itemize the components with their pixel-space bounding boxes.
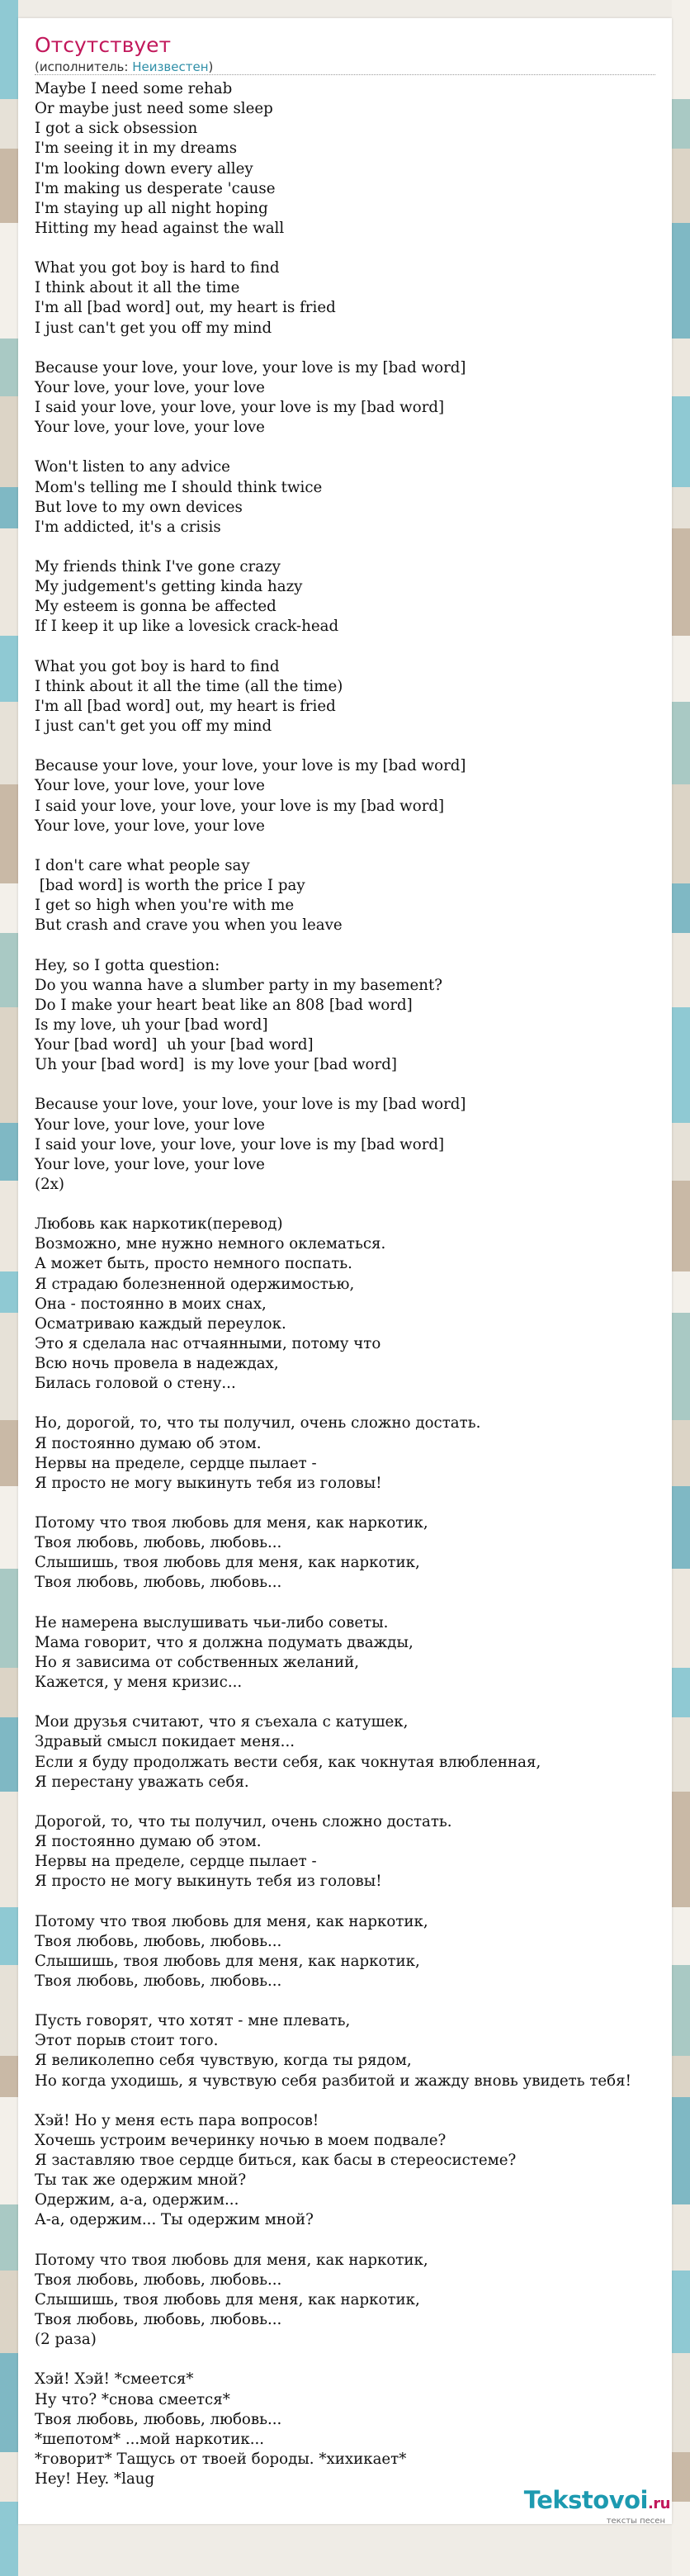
background-stripe <box>0 1569 18 1668</box>
background-stripe <box>0 636 18 702</box>
background-stripe <box>0 883 18 933</box>
background-stripe <box>0 1717 18 1792</box>
artist-prefix: (исполнитель: <box>35 59 133 74</box>
background-stripe <box>0 1486 18 1569</box>
title-divider <box>35 74 655 75</box>
background-stripe <box>672 339 690 396</box>
background-stripe <box>672 1965 690 2056</box>
background-stripe <box>0 1420 18 1486</box>
logo-name: Tekstovoi <box>523 2486 648 2514</box>
background-stripe <box>0 2097 18 2204</box>
artist-link[interactable]: Неизвестен <box>132 59 209 74</box>
background-stripe <box>672 2271 690 2353</box>
song-title: Отсутствует <box>35 33 172 57</box>
background-stripe <box>0 1792 18 1907</box>
background-stripe <box>672 528 690 636</box>
background-stripe <box>672 636 690 702</box>
background-stripe <box>672 0 690 99</box>
site-logo[interactable] <box>513 2487 670 2522</box>
background-stripe <box>0 487 18 528</box>
background-stripe <box>672 396 690 487</box>
background-stripe <box>0 784 18 883</box>
lyrics-page <box>18 18 672 2524</box>
background-stripe <box>0 1271 18 1313</box>
background-stripe <box>672 1123 690 1181</box>
background-stripe <box>0 1313 18 1420</box>
artist-line <box>35 59 213 74</box>
background-stripe <box>0 149 18 223</box>
background-stripe <box>0 223 18 339</box>
background-stripe <box>672 2056 690 2097</box>
background-stripe <box>0 0 18 99</box>
background-stripe <box>0 2353 18 2452</box>
background-stripe <box>672 1569 690 1668</box>
background-stripe <box>0 2204 18 2271</box>
background-stripe <box>0 2452 18 2502</box>
background-stripe <box>0 1668 18 1717</box>
background-stripe <box>0 1007 18 1123</box>
background-stripe <box>672 2502 690 2576</box>
background-stripe <box>672 2353 690 2452</box>
background-stripe <box>672 1668 690 1717</box>
background-stripe <box>0 339 18 396</box>
background-stripe <box>672 487 690 528</box>
background-stripe <box>672 1717 690 1792</box>
logo-tld: .ru <box>647 2495 670 2512</box>
background-stripe <box>0 933 18 1007</box>
background-stripe <box>672 99 690 149</box>
background-stripe <box>672 1792 690 1907</box>
background-stripe <box>672 1181 690 1271</box>
background-stripe <box>0 2271 18 2353</box>
background-stripe <box>0 1123 18 1181</box>
background-stripe <box>672 1907 690 1965</box>
background-stripe <box>0 1181 18 1271</box>
background-stripe <box>0 528 18 636</box>
background-stripe <box>672 2452 690 2502</box>
background-stripe <box>672 1007 690 1123</box>
background-stripe <box>672 149 690 223</box>
background-stripe <box>672 784 690 883</box>
background-stripe <box>0 99 18 149</box>
background-stripe <box>672 1420 690 1486</box>
background-stripe <box>672 883 690 933</box>
background-stripe <box>0 2056 18 2097</box>
logo-tagline: тексты песен <box>606 2517 665 2524</box>
background-stripe <box>0 396 18 487</box>
background-stripe <box>672 2204 690 2271</box>
background-stripe <box>0 2502 18 2576</box>
background-stripe <box>0 1965 18 2056</box>
background-stripe <box>672 1271 690 1313</box>
logo-wordmark <box>513 2487 670 2517</box>
background-stripe <box>672 1313 690 1420</box>
artist-suffix: ) <box>208 59 214 74</box>
background-stripe <box>672 933 690 1007</box>
background-stripe <box>0 702 18 784</box>
background-stripe <box>672 1486 690 1569</box>
background-stripe <box>672 702 690 784</box>
background-stripe <box>0 1907 18 1965</box>
lyrics-text: Maybe I need some rehab Or maybe just need some sleep I got a sick obsession I'm seeing it in my dreams I'm looking down every alley I'm making us desperate 'cause I'm staying up all night hoping Hitting my head against the wall What you got boy is hard to find I think about it all the time I'm all [bad word] out, my heart is fried I just can't get you off my mind Because your love, your love, your love is my [bad word] Your love, your love, your love I said your love, your love, your love is my [bad word] Your love, your love, your love Won't listen to any advice Mom's telling me I should think twice But love to my own devices I'm addicted, it's a crisis My friends think I've gone crazy My judgement's getting kinda hazy My esteem is gonna be affected If I keep it up like a lovesick crack-head What you got boy is hard to find I think about it all the time (all the time) I'm all [bad word] out, my heart is fried I just can't get you off my mind Because your love, your love, your love is my [bad word] Your love, your love, your love I said your love, your love, your love is my [bad word] Your love, your love, your love I don't care what people say [bad word] is worth the price I pay I get so high when you're with me But crash and crave you when you leave Hey, so I gotta question: Do you wanna have a slumber party in my basement? Do I make your heart beat like an 808 [bad word] Is my love, uh your [bad word] Your [bad word] uh your [bad word] Uh your [bad word] is my love your [bad word] Because your love, your love, your love is my [bad word] Your love, your love, your love I said your love, your love, your love is my [bad word] Your love, your love, your love (2x) Любовь как наркотик(перевод) Возможно, мне нужно немного оклематься. А может быть, просто немного поспать. Я страдаю болезненной одержимостью, Она - постоянно в моих снах, Осматриваю каждый переулок. Это я сделала нас отчаянными, потому что Всю ночь провела в надеждах, Билась головой о стену... Но, дорогой, то, что ты получил, очень сложно достать. Я постоянно думаю об этом. Нервы на пределе, сердце пылает - Я просто не могу выкинуть тебя из головы! Потому что твоя любовь для меня, как наркотик, Твоя любовь, любовь, любовь... Слышишь, твоя любовь для меня, как наркотик, Твоя любовь, любовь, любовь... Не намерена выслушивать чьи-либо советы. Мама говорит, что я должна подумать дважды, Но я зависима от собственных желаний, Кажется, у меня кризис... Мои друзья считают, что я съехала с катушек, Здравый смысл покидает меня... Если я буду продолжать вести себя, как чокнутая влюбленная, Я перестану уважать себя. Дорогой, то, что ты получил, очень сложно достать. Я постоянно думаю об этом. Нервы на пределе, сердце пылает - Я просто не могу выкинуть тебя из головы! Потому что твоя любовь для меня, как наркотик, Твоя любовь, любовь, любовь... Слышишь, твоя любовь для меня, как наркотик, Твоя любовь, любовь, любовь... Пусть говорят, что хотят - мне плевать, Этот порыв стоит того. Я великолепно себя чувствую, когда ты рядом, Но когда уходишь, я чувствую себя разбитой и жажду вновь увидеть тебя! Хэй! Но у меня есть пара вопросов! Хочешь устроим вечеринку ночью в моем подвале? Я заставляю твое сердце биться, как басы в стереосистеме? Ты так же одержим мной? Одержим, а-а, одержим... А-а, одержим... Ты одержим мной? Потому что твоя любовь для меня, как наркотик, Твоя любовь, любовь, любовь... Слышишь, твоя любовь для меня, как наркотик, Твоя любовь, любовь, любовь... (2 раза) Хэй! Хэй! *смеется* Ну что? *снова смеется* Твоя любовь, любовь, любовь... *шепотом* ...мой наркотик... *говорит* Тащусь от твоей бороды. *хихикает* Hey! Hey. *laug <box>35 80 631 2488</box>
background-stripe <box>672 2097 690 2204</box>
background-stripe <box>672 223 690 339</box>
